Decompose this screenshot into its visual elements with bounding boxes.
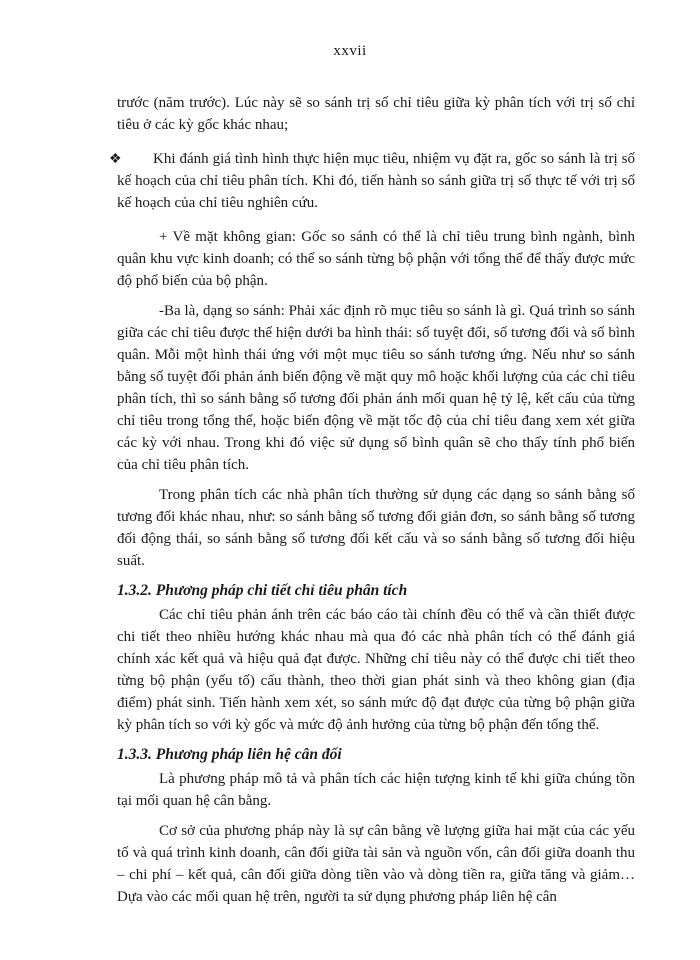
bullet-item	[109, 148, 635, 214]
paragraph-comparison-form: -Ba là, dạng so sánh: Phải xác định rõ mục tiêu so sánh là gì. Quá trình so sánh giữa các chỉ tiêu được thể hiện dưới ba hình thái: số tuyệt đối, số tương đối và số bình quân. Mỗi một hình thái ứng với một mục tiêu so sánh tương ứng. Nếu như so sánh bằng số tuyệt đối phản ánh biến động về mặt quy mô hoặc khối lượng của các chỉ tiêu phân tích, thì so sánh bằng số tương đối phản ánh mối quan hệ tỷ lệ, kết cấu của từng chỉ tiêu trong tổng thể, hoặc biến động về mặt tốc độ của chỉ tiêu đang xem xét giữa các kỳ với nhau. Trong khi đó việc sử dụng số bình quân sẽ cho thấy tính phổ biến của chỉ tiêu phân tích.	[117, 303, 635, 473]
page-number: xxvii	[333, 43, 367, 59]
paragraph-space-comparison: + Về mặt không gian: Gốc so sánh có thể là chỉ tiêu trung bình ngành, bình quân khu vực kinh doanh; có thể so sánh từng bộ phận với tổng thể để thấy được mức độ phổ biến của bộ phận.	[117, 229, 635, 289]
paragraph-balance-basis: Cơ sở của phương pháp này là sự cân bằng về lượng giữa hai mặt của các yếu tố và quá trình kinh doanh, cân đối giữa tài sản và nguồn vốn, cân đối giữa doanh thu – chi phí – kết quả, cân đối giữa dòng tiền vào và dòng tiền ra, giữa tăng và giảm… Dựa vào các mối quan hệ trên, người ta sử dụng phương pháp liên hệ cân	[117, 823, 635, 905]
diamond-star-bullet-icon: ❖	[109, 152, 122, 167]
paragraph-continuation: trước (năm trước). Lúc này sẽ so sánh trị số chỉ tiêu giữa kỳ phân tích với trị số chỉ tiêu ở các kỳ gốc khác nhau;	[117, 95, 635, 133]
paragraph-detail-method: Các chỉ tiêu phản ánh trên các báo cáo tài chính đều có thể và cần thiết được chi tiết theo nhiều hướng khác nhau mà qua đó các nhà phân tích có thể đánh giá chính xác kết quả và hiệu quả đạt được. Những chỉ tiêu này có thể được chi tiết theo từng bộ phận (yếu tố) cấu thành, theo thời gian phát sinh và theo không gian (địa điểm) phát sinh. Tiến hành xem xét, so sánh mức độ đạt được của từng bộ phận giữa kỳ phân tích so với kỳ gốc và mức độ ảnh hưởng của từng bộ phận đến tổng thể.	[117, 607, 635, 733]
section-heading-1-3-2: 1.3.2. Phương pháp chi tiết chỉ tiêu phân tích	[117, 582, 408, 599]
paragraph-balance-definition: Là phương pháp mô tả và phân tích các hiện tượng kinh tế khi giữa chúng tồn tại mối quan hệ cân bằng.	[117, 771, 635, 809]
bullet-text: Khi đánh giá tình hình thực hiện mục tiêu, nhiệm vụ đặt ra, gốc so sánh là trị số kế hoạch của chỉ tiêu phân tích. Khi đó, tiến hành so sánh giữa trị số thực tế với trị số kế hoạch của chỉ tiêu nghiên cứu.	[117, 151, 635, 211]
paragraph-relative-numbers: Trong phân tích các nhà phân tích thường sử dụng các dạng so sánh bằng số tương đối khác nhau, như: so sánh bằng số tương đối giản đơn, so sánh bằng số tương đối động thái, so sánh bằng số tương đối kết cấu và so sánh bằng số tương đối hiệu suất.	[117, 487, 635, 569]
section-heading-1-3-3: 1.3.3. Phương pháp liên hệ cân đối	[117, 746, 342, 763]
document-body	[109, 92, 635, 908]
